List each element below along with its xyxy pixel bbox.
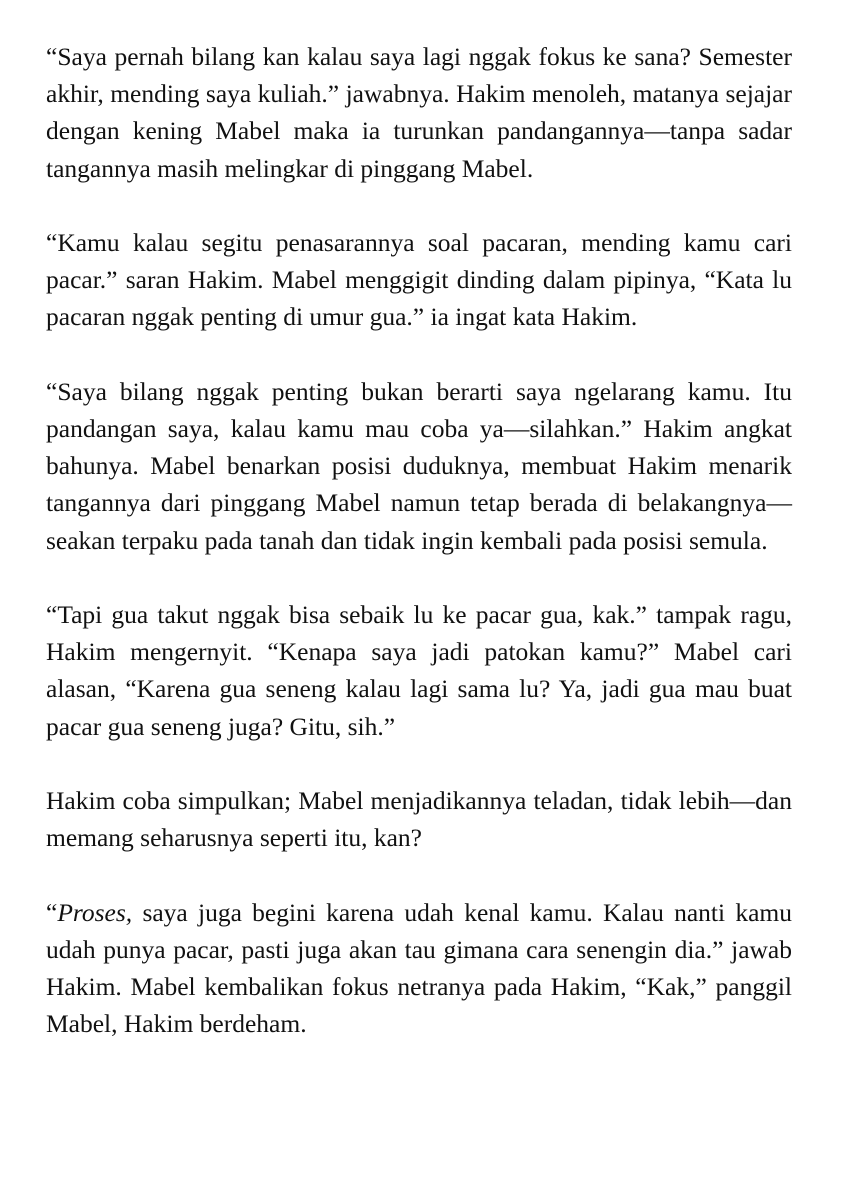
- paragraph-4: “Tapi gua takut nggak bisa sebaik lu ke pacar gua, kak.” tampak ragu, Hakim mengernyit. “Kenapa saya jadi patokan kamu?” Mabel cari alasan, “Karena gua seneng kalau lagi sama lu? Ya, jadi gua mau buat pacar gua seneng juga? Gitu, sih.”: [46, 600, 792, 741]
- paragraph-6-open-quote: “: [46, 897, 58, 927]
- paragraph-6: [46, 894, 792, 1043]
- paragraph-5: Hakim coba simpulkan; Mabel menjadikannya teladan, tidak lebih—dan memang seharusnya seperti itu, kan?: [46, 786, 792, 853]
- paragraph-1: “Saya pernah bilang kan kalau saya lagi nggak fokus ke sana? Semester akhir, mending saya kuliah.” jawabnya. Hakim menoleh, matanya sejajar dengan kening Mabel maka ia turunkan pandangannya—tanpa sadar tangannya masih melingkar di pinggang Mabel.: [46, 42, 792, 183]
- paragraph-6-italic-word: Proses,: [57, 897, 133, 927]
- paragraph-2: “Kamu kalau segitu penasarannya soal pacaran, mending kamu cari pacar.” saran Hakim. Mabel menggigit dinding dalam pipinya, “Kata lu pacaran nggak penting di umur gua.” ia ingat kata Hakim.: [46, 228, 792, 332]
- paragraph-6-text: saya juga begini karena udah kenal kamu. Kalau nanti kamu udah punya pacar, pasti juga akan tau gimana cara senengin dia.” jawab Hakim. Mabel kembalikan fokus netranya pada Hakim, “Kak,” panggil Mabel, Hakim berdeham.: [46, 897, 792, 1039]
- paragraph-3: “Saya bilang nggak penting bukan berarti saya ngelarang kamu. Itu pandangan saya, kalau kamu mau coba ya—silahkan.” Hakim angkat bahunya. Mabel benarkan posisi duduknya, membuat Hakim menarik tangannya dari pinggang Mabel namun tetap berada di belakangnya—seakan terpaku pada tanah dan tidak ingin kembali pada posisi semula.: [46, 376, 792, 555]
- document-page: [46, 38, 792, 1042]
